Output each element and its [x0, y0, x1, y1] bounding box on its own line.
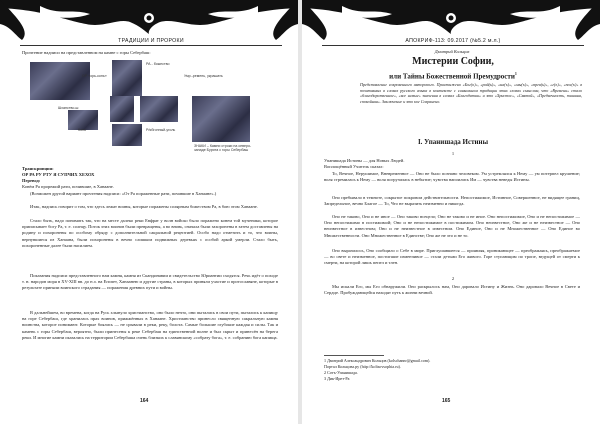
- right-paragraph-2: Оно пребывало в темноте, сокрытое покровом действительности. Непостижимое, Истинное, Совершенное, не видящее границ, Запредельное, вечно Благое — То, Что не выразить неизменно и никогда.: [324, 195, 580, 207]
- footnote-2: Портал Кольцова.ру (http://koltsovsophia.ru).: [324, 364, 401, 369]
- right-header-rule: [322, 45, 584, 46]
- left-paragraph-4: В дальнейшем, во времена, когда на Русь хлынуло христианство, оно было нечто, они пытались в свои пути, пытались к капищу на горе Себербаш, где хранилась прах воинов, прижжённых в Ханаане. Христианство принесло священную сакральную камня воинства, которое понимают. Которые боялись — не срывали в реки, реку, болота. Самые большие глубокие каждая и силы. Так и камень с горы Себербаш, вероятно, были принесены к реке Себербаш на единственной волне и был скрыт и принесён на берега реки. И многие камни оказались на территории Себербаша очень близких к славянскому «собрату бога», т. е. собранию бога капища.: [22, 310, 278, 340]
- right-page-number: 165: [442, 398, 451, 404]
- right-paragraph-3: Оно не таково, Оно и не иное — Оно таково всецело; Оно не таково и не иное. Оно непостижимое, Оно и не непостижимое — Оно непостижимо в постижимой; Оно и не непостижимое в постижимом. Оно неизвестное, Оно же и не неизвестное — Оно неизвестное в известном; Оно и не неизвестное в известном. Оно Единое, Оно и не Множественное — Оно Единое во Множественности. Оно Множественное в Единстве; Оно же не это и не то.: [324, 214, 580, 238]
- rune-photo-6: [112, 124, 142, 146]
- article-abstract: Представление сокровенного авторского. Пристыжено «Бог(ъ)», «рай(ь)», «на(ъ)», «мы(ъ)», «прев(ь)», «г(ъ)», «пос(ъ)» в позитивных в словах русского языка в контексте с синкальном традиции этих словах смыслом, что «Времени» стало «благодарственное», «все немые» значения в словах «Благодатии» и это «Христос», «Святой», «Предвечность, тишина, спокойная». Заключение и это кое Сохранено.: [360, 82, 582, 104]
- left-paragraph-3: Показания надписи представленного нам камня, камня из Скандинавии и свидетельство Юриантии сходятся. Речь идёт о походе т. н. народов моря в XV-XIII вв. до н.э. на Египет, Ханаанею и другие страны, в которых приняли участие и протославяне, которые в результате приняли воинского страдания — поражения древних пути и войны.: [22, 273, 278, 291]
- label-or-orbkon: ОР «орь-конь»: [82, 74, 107, 78]
- footnote-4: 3 Дик-Ирет-Ра: [324, 376, 350, 381]
- left-intro: Прочтение надписи на представленном на камне с горы Себербаш:: [22, 50, 151, 55]
- epigraph-line-1: Упанишада Истины — для Новых Людей.: [324, 158, 405, 163]
- right-paragraph-4: Оно выразилось, Оно сообщило о Себе в мире. Приглушавшееся — проявляя, проникающее — преображаясь, преображаемое — во свете и неизменное, постигшие изменчивое — стали детьми Его живого. Горе ступающим по тропе, ведущей от смерти к смерти, на которой лишь пепел и тлен.: [324, 248, 580, 266]
- article-title-line-2: [322, 69, 584, 81]
- rune-photo-3: [140, 96, 178, 122]
- left-header-rule: [20, 45, 282, 46]
- translation-heading: Перевод:: [22, 178, 41, 183]
- left-page: [0, 0, 298, 424]
- label-ra-bozhestvo: РА - божество: [146, 62, 170, 66]
- translation-text: Конём Ра прорежий рати, почившие, в Ханаане.: [22, 184, 114, 189]
- label-kon: Конь: [78, 128, 86, 132]
- right-page: [302, 0, 600, 424]
- footnote-3: 2 Сотъ-Упанишада.: [324, 370, 358, 375]
- rune-photo-1: [30, 62, 90, 100]
- transcription-text: ОР РА РУ РТУ Я СУПЧИХ ХЕХОХ: [22, 172, 95, 177]
- article-author: Дмитрий Кольцов: [434, 49, 470, 54]
- label-shkhanstvo: Шханство-ш: [58, 106, 79, 110]
- rune-photo-5: [68, 110, 98, 130]
- footnote-1: 1 Дмитрий Александрович Кольцов (kolschannr@gmail.com).: [324, 358, 431, 363]
- translation-alt: (Возможен другой вариант прочтения надписи: «От Ра пораженные рати, почившие в Ханаане».): [30, 191, 217, 196]
- left-running-head: ТРАДИЦИИ И ПРОРОКИ: [118, 38, 184, 44]
- left-paragraph-1: Итак, надпись говорит о том, что здесь лежат воины, которые поражены солярным божеством Ра, в бою этом Ханаане.: [30, 204, 258, 209]
- footnote-rule: [324, 355, 384, 356]
- section-number-2: 2: [451, 276, 455, 281]
- left-page-number: 164: [140, 398, 149, 404]
- right-paragraph-1: То, Вечное, Нерушимое, Вневременное — Оно не было познано человеком. Ум устремлялся к Нему — ум потерпел крушение; воля стремилась к Нему — воля погрузилась в небытие; чувства напоились Им — чувства неведы Истины.: [324, 171, 580, 183]
- section-heading: I. Упанишада Истины: [417, 138, 489, 146]
- right-paragraph-5: Мы искали Его, мы Его обнаружили. Оно раскрылось нам, Оно даровало Истину и Жизнь. Оно даровало Вечное в Свете и Сердце. Пробуждающейся находят путь к жизни вечной.: [324, 284, 580, 296]
- epigraph-line-2: Воплощённый Учитель сказал:: [324, 164, 384, 169]
- label-tri-uglovoy: Р/ябгонный-уголь: [146, 128, 176, 132]
- article-title-line-2-text: или Тайны Божественной Премудрости: [389, 72, 515, 81]
- rune-photo-2: [112, 60, 142, 96]
- rune-photo-4: [110, 96, 134, 122]
- stone-photo: [192, 96, 250, 142]
- section-number-1: 1: [451, 151, 455, 156]
- transcription-heading: Транскрипция:: [22, 166, 54, 171]
- article-title-line-1: Мистерии Софии,: [412, 56, 494, 67]
- left-paragraph-2: Стало быть, надо понимать так, что на месте далеко реки Евфрат у волн войско было поражено конем той мученики, которое приписывает богу Ра, т. е. солнцу. Поток этих воинов были превращены, а во вновь, сначала были захоронены в затем доставлены на родину и похоронены по особому обряду с дополнительной сакральной рецептией. Особо надо отметить и то, что воины, вернувшиеся из Ханаана, были похоронены в вечно слишком подвижных деревьях с особой аркой умерли. Стало быть, похороненные далее были насилием.: [22, 218, 278, 248]
- title-footnote-mark: 1: [514, 71, 517, 76]
- right-running-head: АПОКРИФ-113: 09.2017 (№5.2 м.л.): [405, 38, 501, 44]
- figure-caption: ЗНАКИ – Камни строки на северо-западе Бурята с горы Себербаш: [194, 144, 252, 153]
- label-ukrashat: Умр.-ремень, украшать: [184, 74, 223, 78]
